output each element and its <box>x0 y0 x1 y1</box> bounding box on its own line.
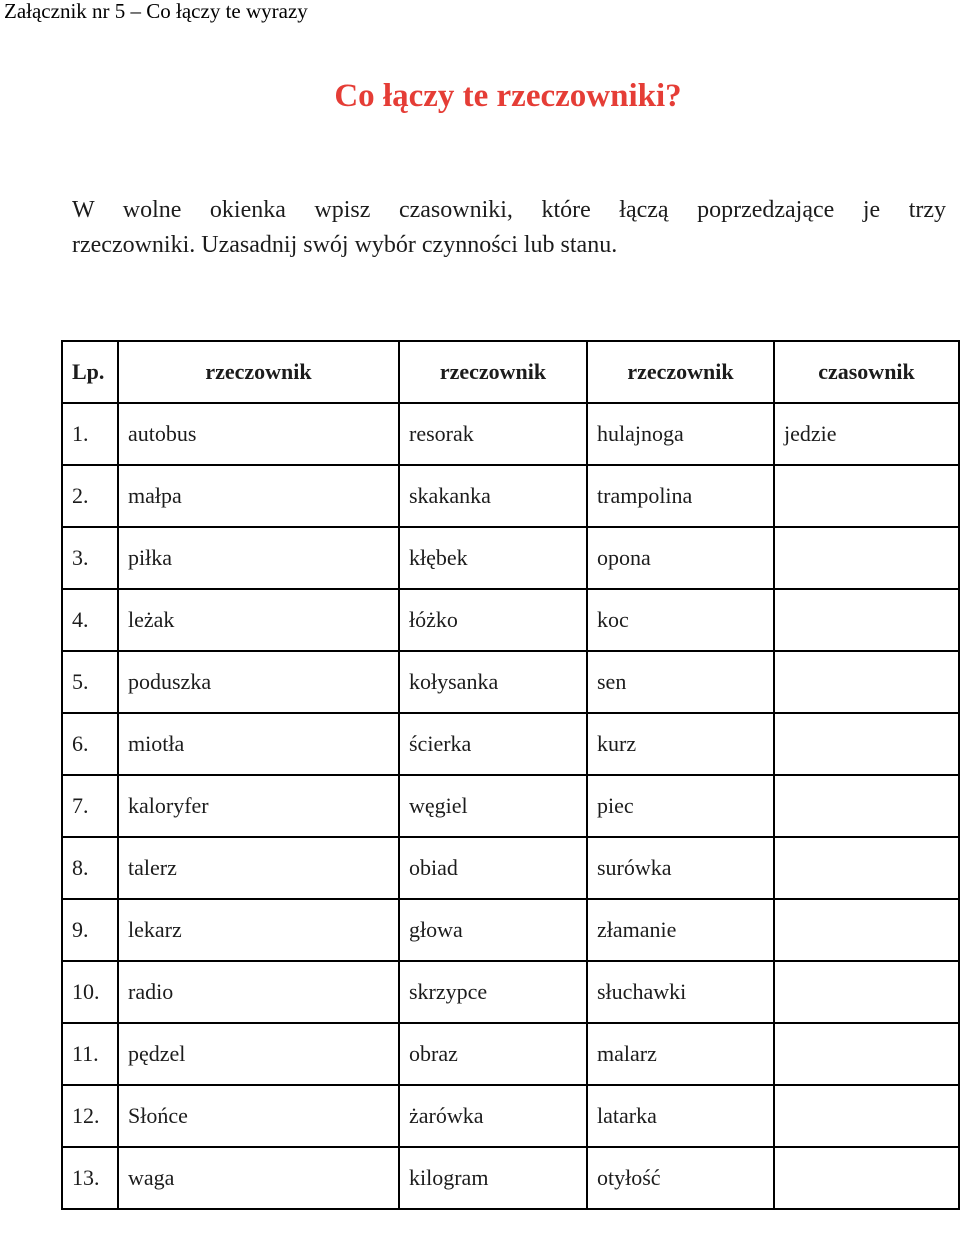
row-number: 3. <box>62 527 118 589</box>
noun-2: ścierka <box>399 713 587 775</box>
noun-1: pędzel <box>118 1023 399 1085</box>
verb-cell[interactable]: jedzie <box>774 403 959 465</box>
row-number: 1. <box>62 403 118 465</box>
row-number: 2. <box>62 465 118 527</box>
noun-1: poduszka <box>118 651 399 713</box>
row-number: 6. <box>62 713 118 775</box>
instruction-text <box>72 193 946 263</box>
noun-2: skrzypce <box>399 961 587 1023</box>
noun-3: latarka <box>587 1085 774 1147</box>
table-row <box>62 713 959 775</box>
table-row <box>62 899 959 961</box>
noun-2: kołysanka <box>399 651 587 713</box>
table-row <box>62 651 959 713</box>
noun-3: sen <box>587 651 774 713</box>
verb-cell[interactable] <box>774 589 959 651</box>
verb-cell[interactable] <box>774 1023 959 1085</box>
table-body <box>62 403 959 1209</box>
noun-2: obraz <box>399 1023 587 1085</box>
row-number: 10. <box>62 961 118 1023</box>
noun-2: żarówka <box>399 1085 587 1147</box>
noun-1: waga <box>118 1147 399 1209</box>
noun-3: malarz <box>587 1023 774 1085</box>
noun-2: skakanka <box>399 465 587 527</box>
noun-1: lekarz <box>118 899 399 961</box>
noun-1: małpa <box>118 465 399 527</box>
header-noun-3: rzeczownik <box>587 341 774 403</box>
table-row <box>62 527 959 589</box>
noun-3: słuchawki <box>587 961 774 1023</box>
header-verb: czasownik <box>774 341 959 403</box>
noun-1: leżak <box>118 589 399 651</box>
verb-cell[interactable] <box>774 527 959 589</box>
table-row <box>62 1085 959 1147</box>
noun-2: głowa <box>399 899 587 961</box>
row-number: 11. <box>62 1023 118 1085</box>
noun-1: talerz <box>118 837 399 899</box>
noun-1: autobus <box>118 403 399 465</box>
noun-2: węgiel <box>399 775 587 837</box>
noun-3: złamanie <box>587 899 774 961</box>
table-row <box>62 837 959 899</box>
header-noun-1: rzeczownik <box>118 341 399 403</box>
noun-3: koc <box>587 589 774 651</box>
noun-3: trampolina <box>587 465 774 527</box>
noun-2: kłębek <box>399 527 587 589</box>
verb-cell[interactable] <box>774 1085 959 1147</box>
instruction-line-1: W wolne okienka wpisz czasowniki, które łączą poprzedzające je trzy <box>72 197 946 223</box>
noun-1: kaloryfer <box>118 775 399 837</box>
row-number: 4. <box>62 589 118 651</box>
row-number: 8. <box>62 837 118 899</box>
verb-cell[interactable] <box>774 1147 959 1209</box>
table-row <box>62 1023 959 1085</box>
noun-2: resorak <box>399 403 587 465</box>
noun-3: kurz <box>587 713 774 775</box>
header-noun-2: rzeczownik <box>399 341 587 403</box>
row-number: 12. <box>62 1085 118 1147</box>
noun-2: obiad <box>399 837 587 899</box>
noun-1: piłka <box>118 527 399 589</box>
noun-2: łóżko <box>399 589 587 651</box>
noun-3: opona <box>587 527 774 589</box>
worksheet-title: Co łączy te rzeczowniki? <box>334 78 682 114</box>
noun-1: miotła <box>118 713 399 775</box>
verb-cell[interactable] <box>774 961 959 1023</box>
row-number: 7. <box>62 775 118 837</box>
verb-cell[interactable] <box>774 837 959 899</box>
verb-cell[interactable] <box>774 713 959 775</box>
noun-1: radio <box>118 961 399 1023</box>
document-header: Załącznik nr 5 – Co łączy te wyrazy <box>4 0 308 23</box>
row-number: 9. <box>62 899 118 961</box>
table-row <box>62 775 959 837</box>
verb-cell[interactable] <box>774 775 959 837</box>
table-row <box>62 465 959 527</box>
noun-3: surówka <box>587 837 774 899</box>
table-row <box>62 1147 959 1209</box>
row-number: 13. <box>62 1147 118 1209</box>
row-number: 5. <box>62 651 118 713</box>
instruction-line-2: rzeczowniki. Uzasadnij swój wybór czynności lub stanu. <box>72 232 618 258</box>
noun-3: hulajnoga <box>587 403 774 465</box>
header-lp: Lp. <box>62 341 118 403</box>
verb-cell[interactable] <box>774 465 959 527</box>
table-row <box>62 589 959 651</box>
noun-3: otyłość <box>587 1147 774 1209</box>
table-row <box>62 961 959 1023</box>
noun-3: piec <box>587 775 774 837</box>
table-header-row <box>62 341 959 403</box>
verb-cell[interactable] <box>774 899 959 961</box>
verb-cell[interactable] <box>774 651 959 713</box>
noun-2: kilogram <box>399 1147 587 1209</box>
table-row <box>62 403 959 465</box>
noun-1: Słońce <box>118 1085 399 1147</box>
words-table <box>61 340 960 1210</box>
